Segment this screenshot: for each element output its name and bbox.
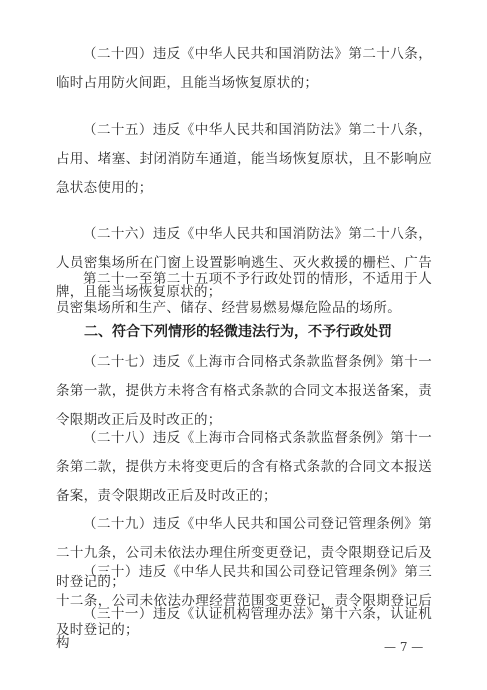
paragraph-item-31: （三十一）违反《认证机构管理办法》第十六条，认证机构	[56, 606, 432, 651]
paragraph-item-30: （三十）违反《中华人民共和国公司登记管理条例》第三十二条，公司未依法办理经营范围变更登记，责令限期登记后及时登记的；	[56, 564, 432, 638]
section-heading: 二、符合下列情形的轻微违法行为，不予行政处罚	[84, 324, 392, 340]
paragraph-item-26: （二十六）违反《中华人民共和国消防法》第二十八条，人员密集场所在门窗上设置影响逃生、灭火救援的栅栏、广告牌，且能当场恢复原状的；	[56, 226, 432, 300]
paragraph-item-25: （二十五）违反《中华人民共和国消防法》第二十八条，占用、堵塞、封闭消防车通道，能当场恢复原状，且不影响应急状态使用的；	[56, 122, 432, 196]
paragraph-item-29: （二十九）违反《中华人民共和国公司登记管理条例》第二十九条，公司未依法办理住所变更登记，责令限期登记后及时登记的；	[56, 516, 432, 590]
paragraph-item-28: （二十八）违反《上海市合同格式条款监督条例》第十一条第二款，提供方未将变更后的含有格式条款的合同文本报送备案，责令限期改正后及时改正的；	[56, 430, 432, 504]
paragraph-item-27: （二十七）违反《上海市合同格式条款监督条例》第十一条第一款，提供方未将含有格式条款的合同文本报送备案，责令限期改正后及时改正的；	[56, 354, 432, 428]
paragraph-exclusion-note: 第二十一至第二十五项不予行政处罚的情形，不适用于人员密集场所和生产、储存、经营易燃易爆危险品的场所。	[56, 271, 432, 316]
page-number: — 7 —	[384, 640, 424, 654]
paragraph-item-24: （二十四）违反《中华人民共和国消防法》第二十八条，临时占用防火间距，且能当场恢复原状的；	[56, 46, 432, 91]
